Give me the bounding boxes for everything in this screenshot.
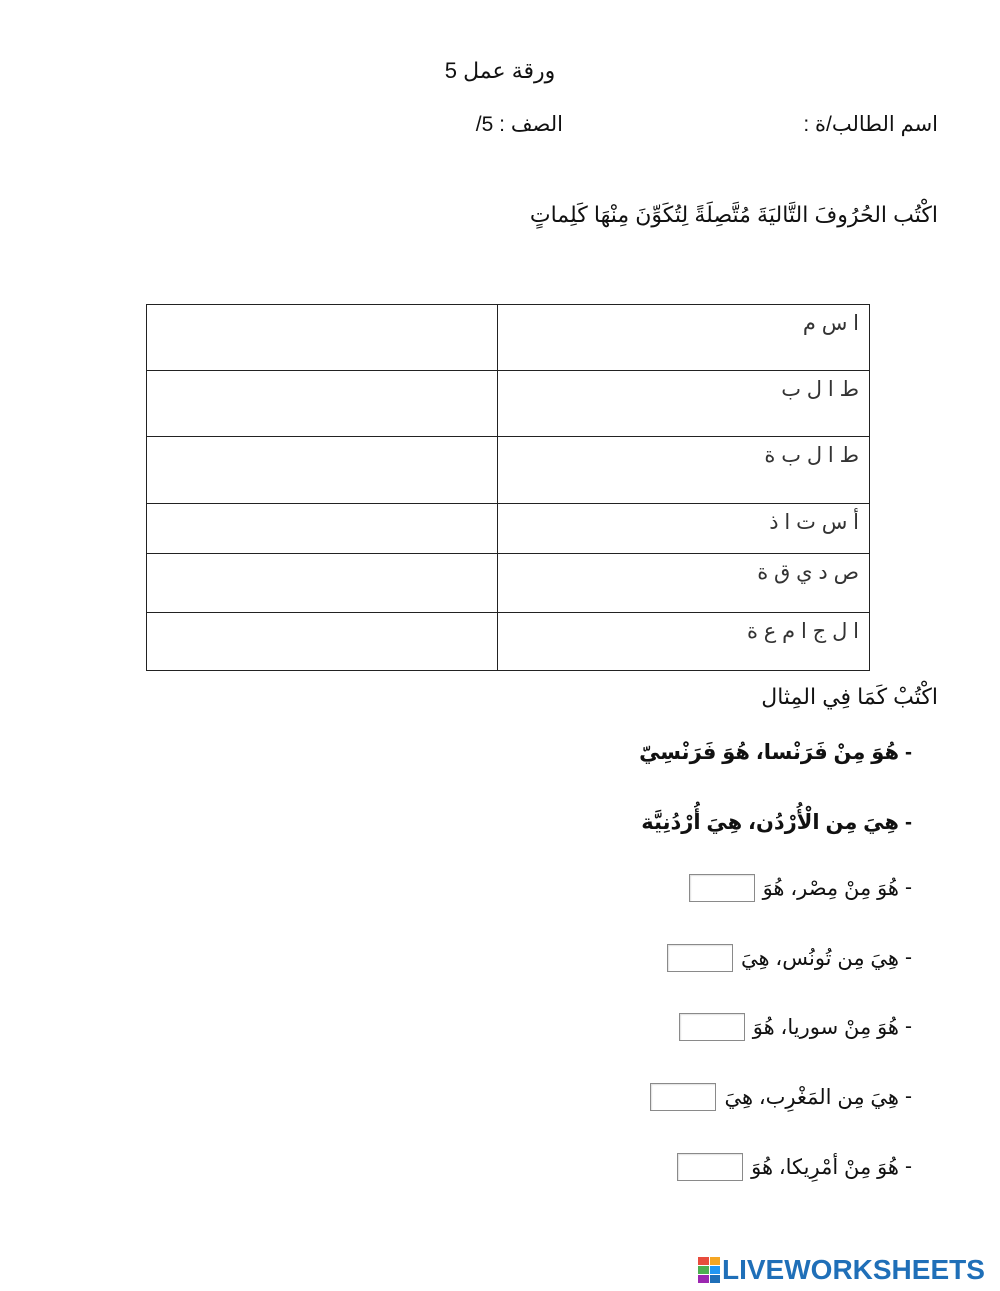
letters-cell: ص د ي ق ة (498, 554, 870, 613)
question-text: هُوَ مِنْ أمْرِيكا، هُوَ (751, 1155, 899, 1179)
letters-cell: ط ا ل ب (498, 371, 870, 437)
table-row (147, 554, 870, 613)
answer-input[interactable] (677, 1153, 743, 1181)
list-dash: - (905, 1155, 912, 1178)
letters-cell: أ س ت ا ذ (498, 504, 870, 554)
question-line (667, 944, 912, 972)
liveworksheets-logo[interactable] (698, 1254, 985, 1286)
letters-table (146, 304, 870, 671)
table-row (147, 504, 870, 554)
example-line (639, 740, 912, 765)
answer-cell[interactable] (147, 613, 498, 671)
page-title: ورقة عمل 5 (444, 58, 556, 83)
student-name-label: اسم الطالب/ة : (803, 113, 938, 136)
list-dash: - (905, 741, 912, 764)
answer-input[interactable] (689, 874, 755, 902)
question-text: هِيَ مِن المَغْرِب، هِيَ (724, 1085, 899, 1109)
question-text: هُوَ مِنْ مِصْر، هُوَ (762, 876, 899, 900)
exercise1-instruction: اكْتُب الحُرُوفَ التَّاليَةَ مُتَّصِلَةً لِتُكَوِّنَ مِنْهَا كَلِماتٍ (529, 202, 938, 227)
list-dash: - (905, 946, 912, 969)
liveworksheets-brand: LIVEWORKSHEETS (722, 1254, 985, 1285)
question-line (650, 1083, 912, 1111)
answer-cell[interactable] (147, 371, 498, 437)
table-row (147, 437, 870, 504)
liveworksheets-logo-icon (698, 1257, 720, 1283)
table-row (147, 613, 870, 671)
answer-cell[interactable] (147, 437, 498, 504)
answer-cell[interactable] (147, 504, 498, 554)
answer-cell[interactable] (147, 554, 498, 613)
answer-input[interactable] (667, 944, 733, 972)
list-dash: - (905, 1015, 912, 1038)
letters-cell: ا س م (498, 305, 870, 371)
exercise2-instruction: اكْتُبْ كَمَا فِي المِثال (761, 684, 938, 709)
table-row (147, 305, 870, 371)
table-row (147, 371, 870, 437)
list-dash: - (905, 876, 912, 899)
question-line (677, 1153, 912, 1181)
answer-cell[interactable] (147, 305, 498, 371)
question-text: هِيَ مِن تُونُس، هِيَ (741, 946, 899, 970)
example-text: هِيَ مِن الْأُرْدُن، هِيَ أُرْدُنِيَّة (641, 811, 899, 834)
example-line (641, 810, 912, 835)
letters-cell: ا ل ج ا م ع ة (498, 613, 870, 671)
letters-cell: ط ا ل ب ة (498, 437, 870, 504)
list-dash: - (905, 811, 912, 834)
answer-input[interactable] (650, 1083, 716, 1111)
question-text: هُوَ مِنْ سوريا، هُوَ (752, 1015, 899, 1039)
answer-input[interactable] (679, 1013, 745, 1041)
class-label: الصف : 5/ (475, 113, 563, 136)
question-line (679, 1013, 912, 1041)
list-dash: - (905, 1085, 912, 1108)
question-line (689, 874, 912, 902)
example-text: هُوَ مِنْ فَرَنْسا، هُوَ فَرَنْسِيّ (639, 741, 899, 764)
